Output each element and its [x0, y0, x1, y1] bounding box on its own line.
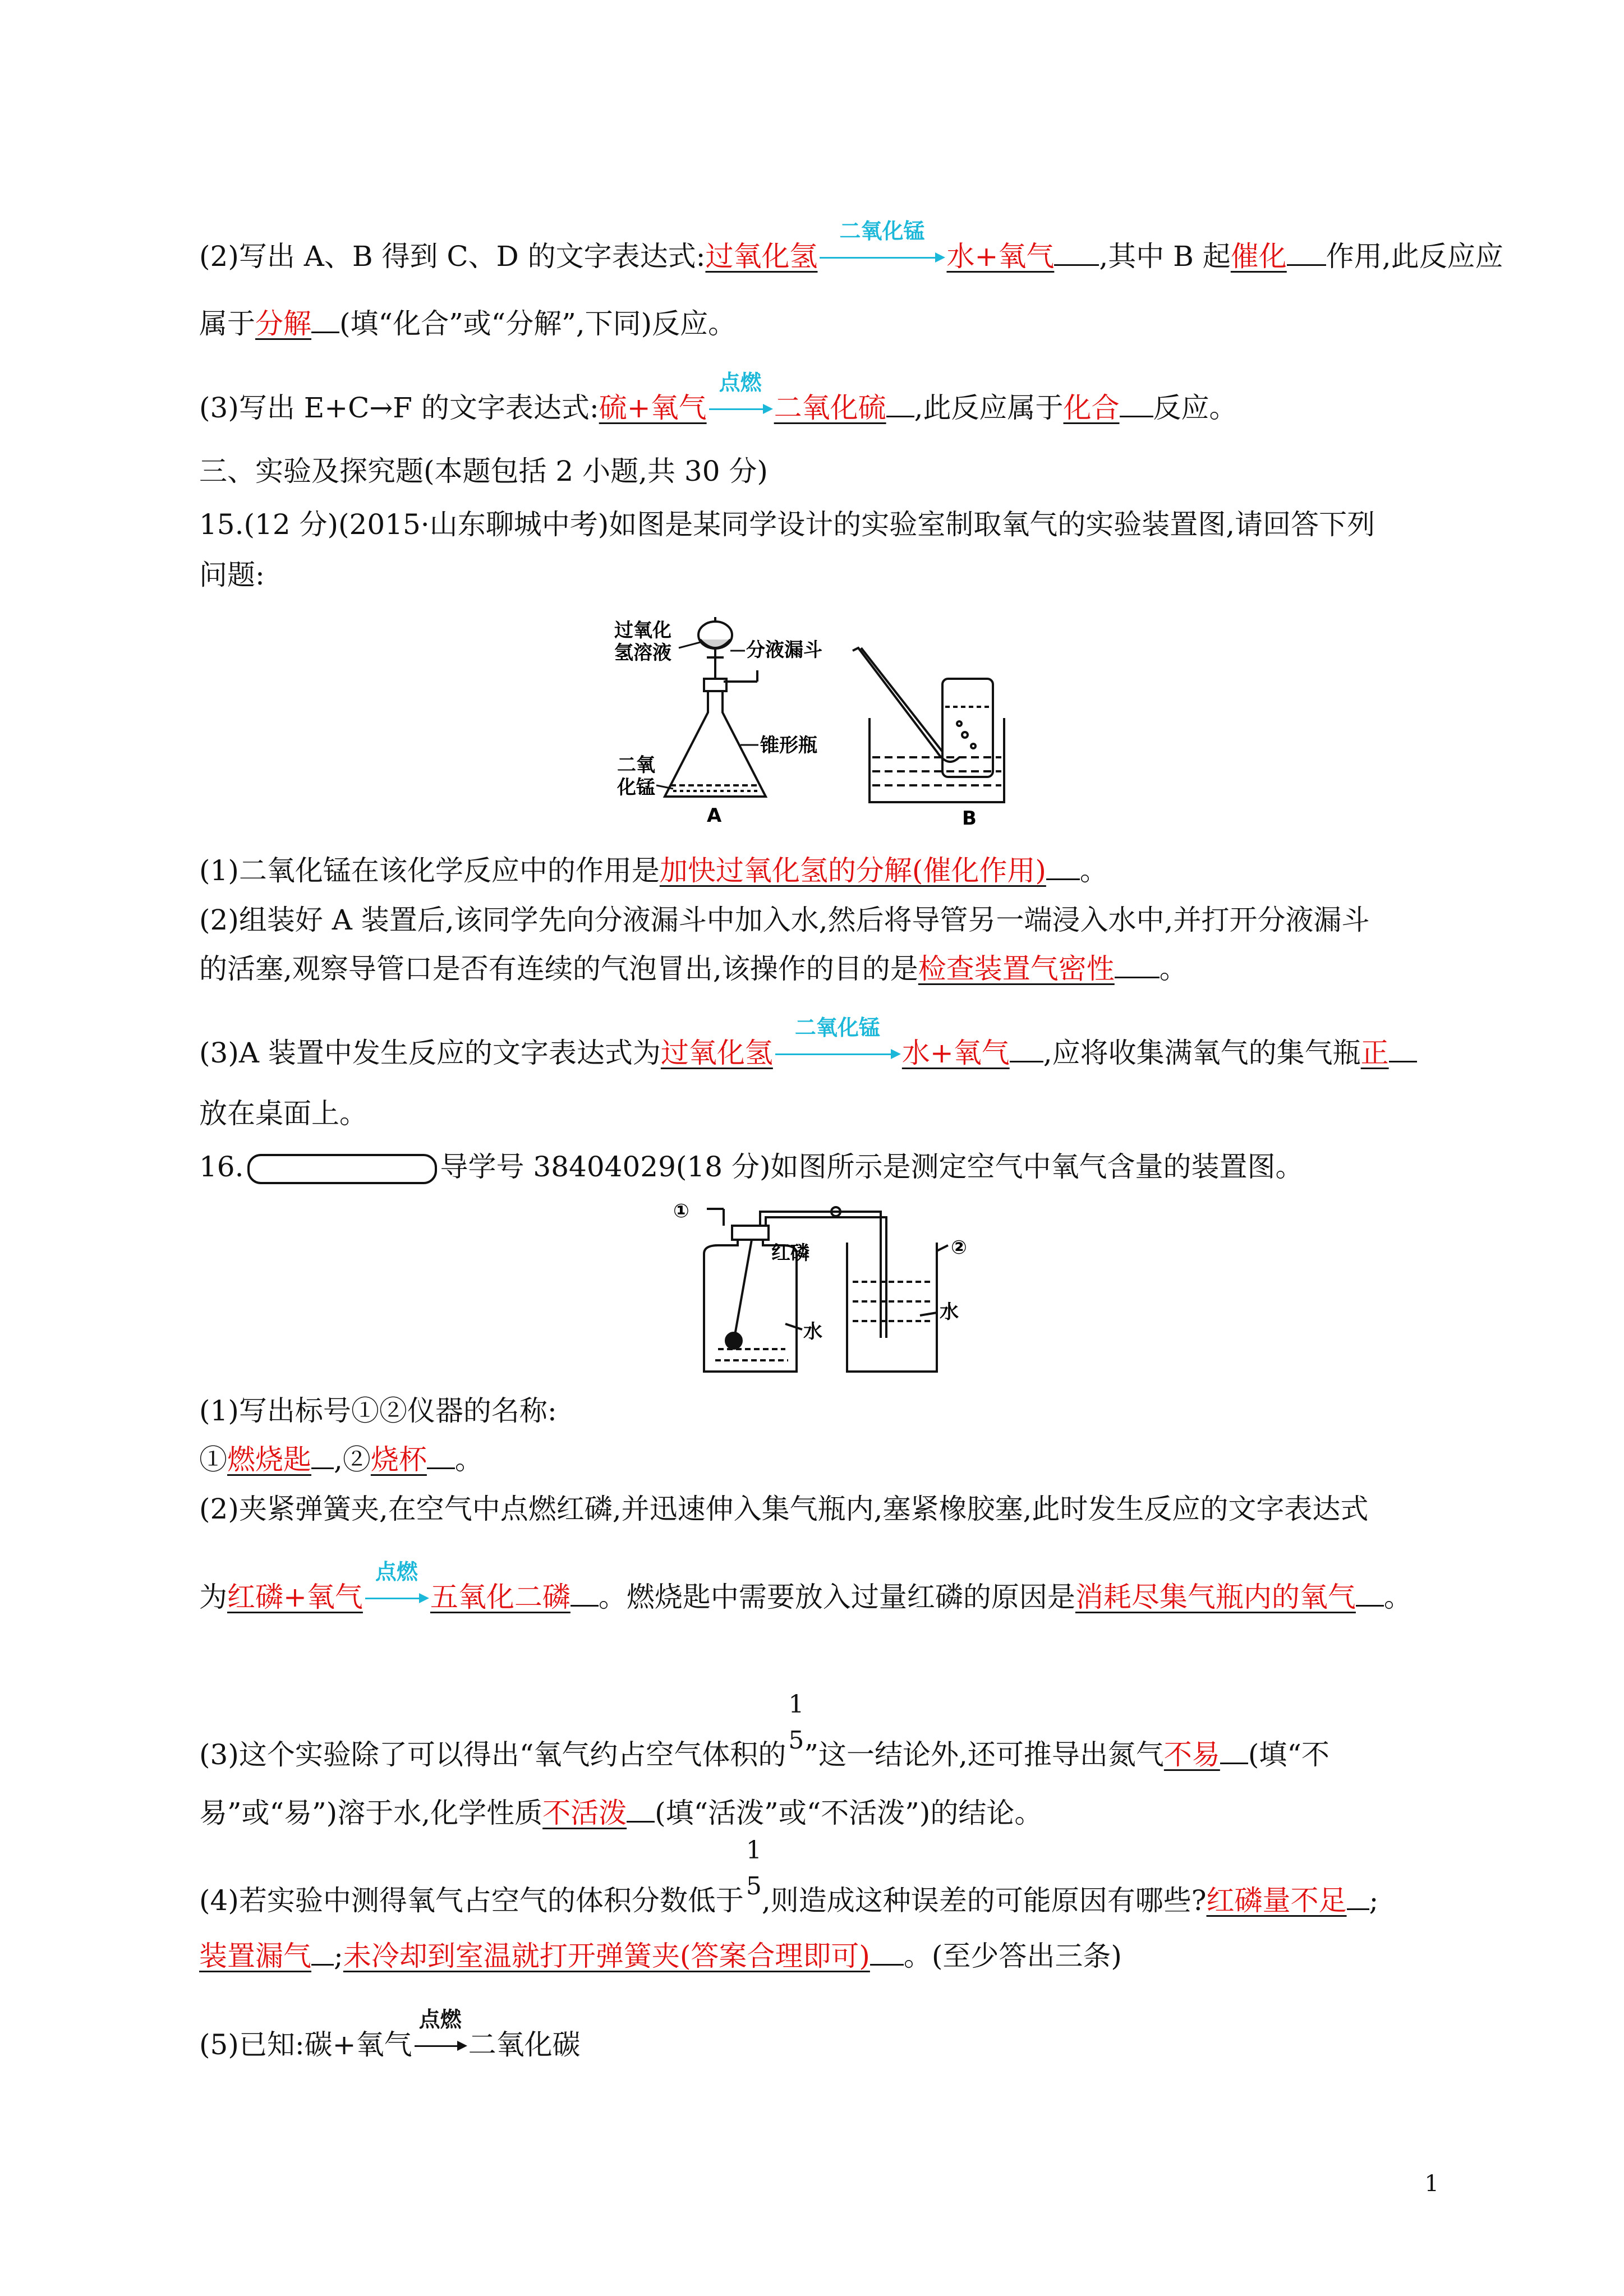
q16-part2-line1: (2)夹紧弹簧夹,在空气中点燃红磷,并迅速伸入集气瓶内,塞紧橡胶塞,此时发生反应的文字表达式	[199, 1493, 1369, 1525]
q16-part2-answer: 消耗尽集气瓶内的氧气	[1075, 1581, 1356, 1613]
q16-part4-answer3: 未冷却到室温就打开弹簧夹(答案合理即可)	[343, 1940, 870, 1972]
q14-part3-prefix: (3)写出 E+C→F 的文字表达式:	[199, 392, 599, 424]
q16-part2-reactants: 红磷+氧气	[227, 1581, 363, 1613]
figure-label: ②	[951, 1236, 967, 1259]
q16-part2-suffix: 。	[1383, 1581, 1412, 1613]
fraction-denominator: 5	[788, 1726, 804, 1755]
q14-part2-suffix: 作用,此反应应	[1326, 240, 1503, 273]
q14-part2-line2-suffix: (填“化合”或“分解”,下同)反应。	[339, 307, 737, 340]
reaction-condition: 二氧化锰	[794, 1015, 880, 1040]
reaction-arrow-icon	[707, 370, 774, 417]
q16-part3-line2	[199, 1795, 1042, 1830]
reaction-condition: 点燃	[418, 2007, 462, 2032]
q16-part4-suffix2: 。(至少答出三条)	[903, 1940, 1122, 1972]
q14-part2-reactants: 过氧化氢	[705, 240, 818, 273]
q15-part2-line2	[199, 951, 1188, 986]
section-heading: 三、实验及探究题(本题包括 2 小题,共 30 分)	[199, 455, 768, 487]
q15-part1-answer: 加快过氧化氢的分解(催化作用)	[659, 854, 1046, 887]
q16-part4-mid: ,则造成这种误差的可能原因有哪些?	[761, 1884, 1207, 1917]
q14-part2-line1	[199, 219, 1503, 273]
q15-part3-reactants: 过氧化氢	[660, 1037, 773, 1069]
q16-part2-products: 五氧化二磷	[430, 1581, 571, 1613]
q16-part4-answer2: 装置漏气	[199, 1940, 311, 1972]
q16-part1-suffix: 。	[454, 1443, 483, 1476]
q14-part2-line2	[199, 306, 736, 341]
figure-label: 氢溶液	[614, 642, 671, 664]
q15-stem-line1: 15.(12 分)(2015·山东聊城中考)如图是某同学设计的实验室制取氧气的实验装置图,请回答下列	[199, 508, 1375, 541]
q15-part3-mid: ,应将收集满氧气的集气瓶	[1043, 1037, 1361, 1069]
q16-part2-mid: 。燃烧匙中需要放入过量红磷的原因是	[598, 1581, 1075, 1613]
q15-part2-suffix: 。	[1159, 953, 1188, 985]
q16-part5-prefix: (5)已知:碳+氧气	[199, 2028, 412, 2061]
fraction-one-fifth	[744, 1836, 762, 1910]
reaction-arrow-icon	[363, 1559, 430, 1607]
reaction-condition: 点燃	[719, 370, 762, 395]
q16-part5-products: 二氧化碳	[468, 2028, 581, 2061]
reaction-condition: 点燃	[375, 1559, 418, 1584]
q14-part2-role-answer: 催化	[1230, 240, 1287, 273]
figure-label: 锥形瓶	[760, 734, 817, 757]
page-number: 1	[1424, 2171, 1439, 2197]
figure-label: ①	[673, 1200, 689, 1222]
q14-part2-prefix: (2)写出 A、B 得到 C、D 的文字表达式:	[199, 240, 706, 273]
q16-part4-line1	[199, 1836, 1379, 1917]
figure-label: 红磷	[771, 1242, 809, 1264]
beaker-icon	[847, 1243, 937, 1372]
q16-part3-line2-suffix: (填“活泼”或“不活泼”)的结论。	[655, 1797, 1043, 1829]
q15-part3-prefix: (3)A 装置中发生反应的文字表达式为	[199, 1037, 661, 1069]
q14-part3-type-answer: 化合	[1063, 392, 1120, 424]
reaction-condition: 二氧化锰	[839, 219, 925, 243]
q15-part3-products: 水+氧气	[901, 1037, 1010, 1069]
fraction-numerator: 1	[788, 1690, 804, 1719]
figure-label: 水	[803, 1320, 822, 1343]
q15-part1-prefix: (1)二氧化锰在该化学反应中的作用是	[199, 854, 660, 887]
figure-label: 化锰	[617, 776, 655, 799]
fraction-one-fifth	[786, 1690, 804, 1764]
conical-flask-icon	[665, 670, 766, 797]
figure-label: 分液漏斗	[746, 639, 822, 661]
q14-part2-mid: ,其中 B 起	[1099, 240, 1231, 273]
q15-part3-line2: 放在桌面上。	[199, 1097, 367, 1130]
q16-number: 16.	[199, 1151, 244, 1183]
q16-part2-line2	[199, 1559, 1412, 1614]
q15-part2-prefix: 的活塞,观察导管口是否有连续的气泡冒出,该操作的目的是	[199, 953, 918, 985]
q16-part3-suffix: (填“不	[1248, 1738, 1329, 1771]
q14-part2-products: 水+氧气	[946, 240, 1055, 273]
figure-label: B	[962, 807, 977, 830]
q15-stem-line2: 问题:	[199, 559, 265, 591]
q15-part2-line1: (2)组装好 A 装置后,该同学先向分液漏斗中加入水,然后将导管另一端浸入水中,并打开分液漏斗	[199, 904, 1370, 936]
q14-part2-line2-prefix: 属于	[199, 307, 255, 340]
q14-part3-mid: ,此反应属于	[914, 392, 1064, 424]
q16-part1-mark1: ①	[199, 1443, 227, 1476]
q16-part3-answer2: 不活泼	[542, 1797, 627, 1829]
q16-part3-mid: ”这一结论外,还可推导出氮气	[804, 1738, 1164, 1771]
oxygen-apparatus-figure	[611, 617, 1015, 830]
q14-part3-reactants: 硫+氧气	[599, 392, 707, 424]
q16-part3-prefix: (3)这个实验除了可以得出“氧气约占空气体积的	[199, 1738, 786, 1771]
q16-part3-line2-prefix: 易”或“易”)溶于水,化学性质	[199, 1797, 543, 1829]
q16-stem-text: 导学号 38404029(18 分)如图所示是测定空气中氧气含量的装置图。	[440, 1151, 1304, 1183]
q16-part4-suffix: ;	[1369, 1884, 1379, 1917]
oxygen-content-apparatus-figure	[673, 1198, 987, 1383]
water-trough-icon	[853, 648, 1004, 802]
q16-part1-answer1: 燃烧匙	[227, 1443, 311, 1476]
fraction-numerator: 1	[746, 1836, 762, 1865]
q16-part1-line2	[199, 1442, 483, 1476]
q16-part4-prefix: (4)若实验中测得氧气占空气的体积分数低于	[199, 1884, 744, 1917]
q16-part3-line1	[199, 1690, 1329, 1772]
reaction-arrow-icon	[817, 219, 946, 266]
guide-number-box	[247, 1154, 437, 1184]
q16-part4-line2	[199, 1938, 1122, 1973]
reaction-arrow-icon	[412, 2007, 468, 2054]
separatory-funnel-icon	[698, 617, 732, 684]
q16-part2-prefix: 为	[199, 1581, 227, 1613]
figure-label: 水	[940, 1301, 959, 1323]
q15-part3-line1	[199, 1015, 1417, 1070]
q15-part1	[199, 853, 1108, 887]
figure-label: A	[707, 804, 722, 827]
q16-part1-mark2: ,②	[334, 1443, 371, 1476]
fraction-denominator: 5	[746, 1872, 762, 1901]
q15-part1-suffix: 。	[1079, 854, 1108, 887]
q15-part2-answer: 检查装置气密性	[918, 953, 1115, 985]
figure-label: 过氧化	[614, 619, 671, 642]
q15-part3-answer: 正	[1360, 1037, 1389, 1069]
q16-part1-answer2: 烧杯	[370, 1443, 427, 1476]
q14-part2-type-answer: 分解	[255, 307, 311, 340]
q16-part1-line1: (1)写出标号①②仪器的名称:	[199, 1395, 557, 1427]
q14-part3-products: 二氧化硫	[774, 392, 886, 424]
q14-part3	[199, 370, 1237, 425]
q16-part4-separator: ;	[334, 1940, 343, 1972]
q16-part4-answer1: 红磷量不足	[1206, 1884, 1347, 1917]
q16-part3-answer1: 不易	[1163, 1738, 1220, 1771]
q16-part5	[199, 2007, 581, 2062]
q16-stem	[199, 1150, 1303, 1184]
q14-part3-suffix: 反应。	[1153, 392, 1237, 424]
reaction-arrow-icon	[773, 1015, 902, 1062]
figure-label: 二氧	[617, 754, 655, 776]
